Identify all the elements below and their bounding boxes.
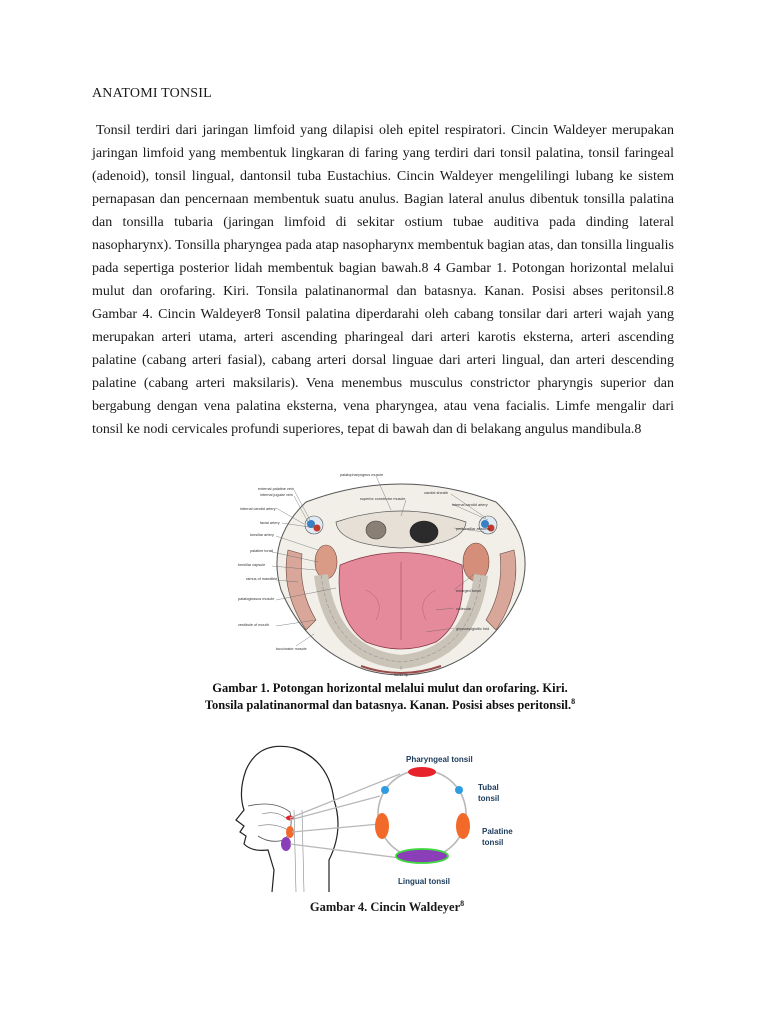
figure-4-caption-text: Gambar 4. Cincin Waldeyer xyxy=(309,900,461,915)
label-internal-carotid-artery-left: internal carotid artery xyxy=(240,507,276,511)
label-ramus-of-mandible: ramus of mandible xyxy=(246,577,278,581)
body-paragraph xyxy=(92,119,674,441)
figure-1-caption-line-1: Gambar 1. Potongan horizontal melalui mulut dan orofaring. Kiri. xyxy=(212,681,568,695)
tubal-tonsil-right-shape xyxy=(455,786,463,794)
figure-4-caption xyxy=(234,899,540,915)
label-buccinator-muscle: buccinator muscle xyxy=(276,647,307,651)
figure-1-caption xyxy=(200,681,580,712)
label-internal-jugular-vein: internal jugular vein xyxy=(260,493,293,497)
document-title: ANATOMI TONSIL xyxy=(92,86,212,101)
label-tonsillar-capsule: tonsillar capsule xyxy=(238,563,266,567)
label-palatine-tonsil: palatine tonsil xyxy=(250,549,274,553)
label-superior-constrictor-muscle: superior constrictor muscle xyxy=(360,497,406,501)
label-carotid-sheath: carotid sheath xyxy=(424,491,448,495)
pharyngeal-tonsil-shape xyxy=(408,767,436,777)
label-vestibule-of-mouth: vestibule of mouth xyxy=(238,623,269,627)
label-enlarged-tonsil: enlarged tonsil xyxy=(456,589,481,593)
label-tubal-tonsil-line-1: Tubal xyxy=(478,783,499,792)
label-palatopharyngeus-muscle: palatopharyngeus muscle xyxy=(340,473,384,477)
lingual-tonsil-shape xyxy=(396,849,448,863)
label-palatoglossus-muscle: palatoglossus muscle xyxy=(238,597,275,601)
label-vallecula: vallecula xyxy=(456,607,471,611)
palatine-tonsil-left-shape xyxy=(375,813,389,839)
label-pharyngeal-tonsil: Pharyngeal tonsil xyxy=(406,755,473,764)
label-peritonsillar-abscess: peritonsillar abscess xyxy=(456,527,491,531)
label-palatine-tonsil-line-2: tonsil xyxy=(482,838,504,847)
figure-4-waldeyer-ring xyxy=(234,740,540,892)
tubal-tonsil-left-shape xyxy=(381,786,389,794)
label-palatine-tonsil-line-1: Palatine xyxy=(482,827,513,836)
label-tubal-tonsil-line-2: tonsil xyxy=(478,794,500,803)
paragraph-text: Tonsil terdiri dari jaringan limfoid yang dilapisi oleh epitel respiratori. Cincin Waldeyer merupakan jaringan limfoid yang membentuk lingkaran di faring yang terdiri dari tonsil palatina, tonsil faringeal (adenoid), tonsil lingual, dantonsil tuba Eustachius. Cincin Waldeyer mengelilingi lubang ke sistem pernapasan dan pencernaan membentuk suatu anulus. Bagian lateral anulus dibentuk tonsilla palatina dan tonsilla tubaria (jaringan limfoid di sekitar ostium tubae auditiva pada dinding lateral nasopharynx). Tonsilla pharyngea pada atap nasopharynx membentuk bagian atas, dan tonsilla lingualis pada sepertiga posterior lidah membentuk bagian bawah.8 4 Gambar 1. Potongan horizontal melalui mulut dan orofaring. Kiri. Tonsila palatinanormal dan batasnya. Kanan. Posisi abses peritonsil.8 Gambar 4. Cincin Waldeyer8 Tonsil palatina diperdarahi oleh cabang tonsilar dari arteri wajah yang merupakan arteri utama, arteri ascending pharingeal dari arteri karotis eksterna, arteri ascending palatine (cabang arteri fasial), cabang arteri dorsal linguae dari arteri lingual, dan arteri descending palatine (cabang arteri maksilaris). Vena menembus musculus constrictor pharyngis superior dan bergabung dengan vena palatina eksterna, vena pharyngea, atau vena facialis. Limfe mengalir dari tonsil ke nodi cervicales profundi superiores, tepat di bawah dan di belakang angulus mandibula.8 xyxy=(92,123,674,437)
label-facial-artery: facial artery xyxy=(260,521,280,525)
label-lower-lip: lower lip xyxy=(394,673,408,677)
figure-1-caption-ref: 8 xyxy=(571,697,576,706)
label-lingual-tonsil: Lingual tonsil xyxy=(398,877,450,886)
figure-1-mouth-section xyxy=(236,470,566,680)
label-tonsillar-artery: tonsillar artery xyxy=(250,533,274,537)
figure-1-caption-line-2: Tonsila palatinanormal dan batasnya. Kanan. Posisi abses peritonsil. xyxy=(204,698,572,713)
label-external-palatine-vein: external palatine vein xyxy=(258,487,294,491)
label-glossoepiglottic-fold: glossoepiglottic fold xyxy=(456,627,490,631)
palatine-tonsil-right-shape xyxy=(456,813,470,839)
label-internal-carotid-artery-right: internal carotid artery xyxy=(452,503,488,507)
figure-4-caption-ref: 8 xyxy=(460,899,465,908)
